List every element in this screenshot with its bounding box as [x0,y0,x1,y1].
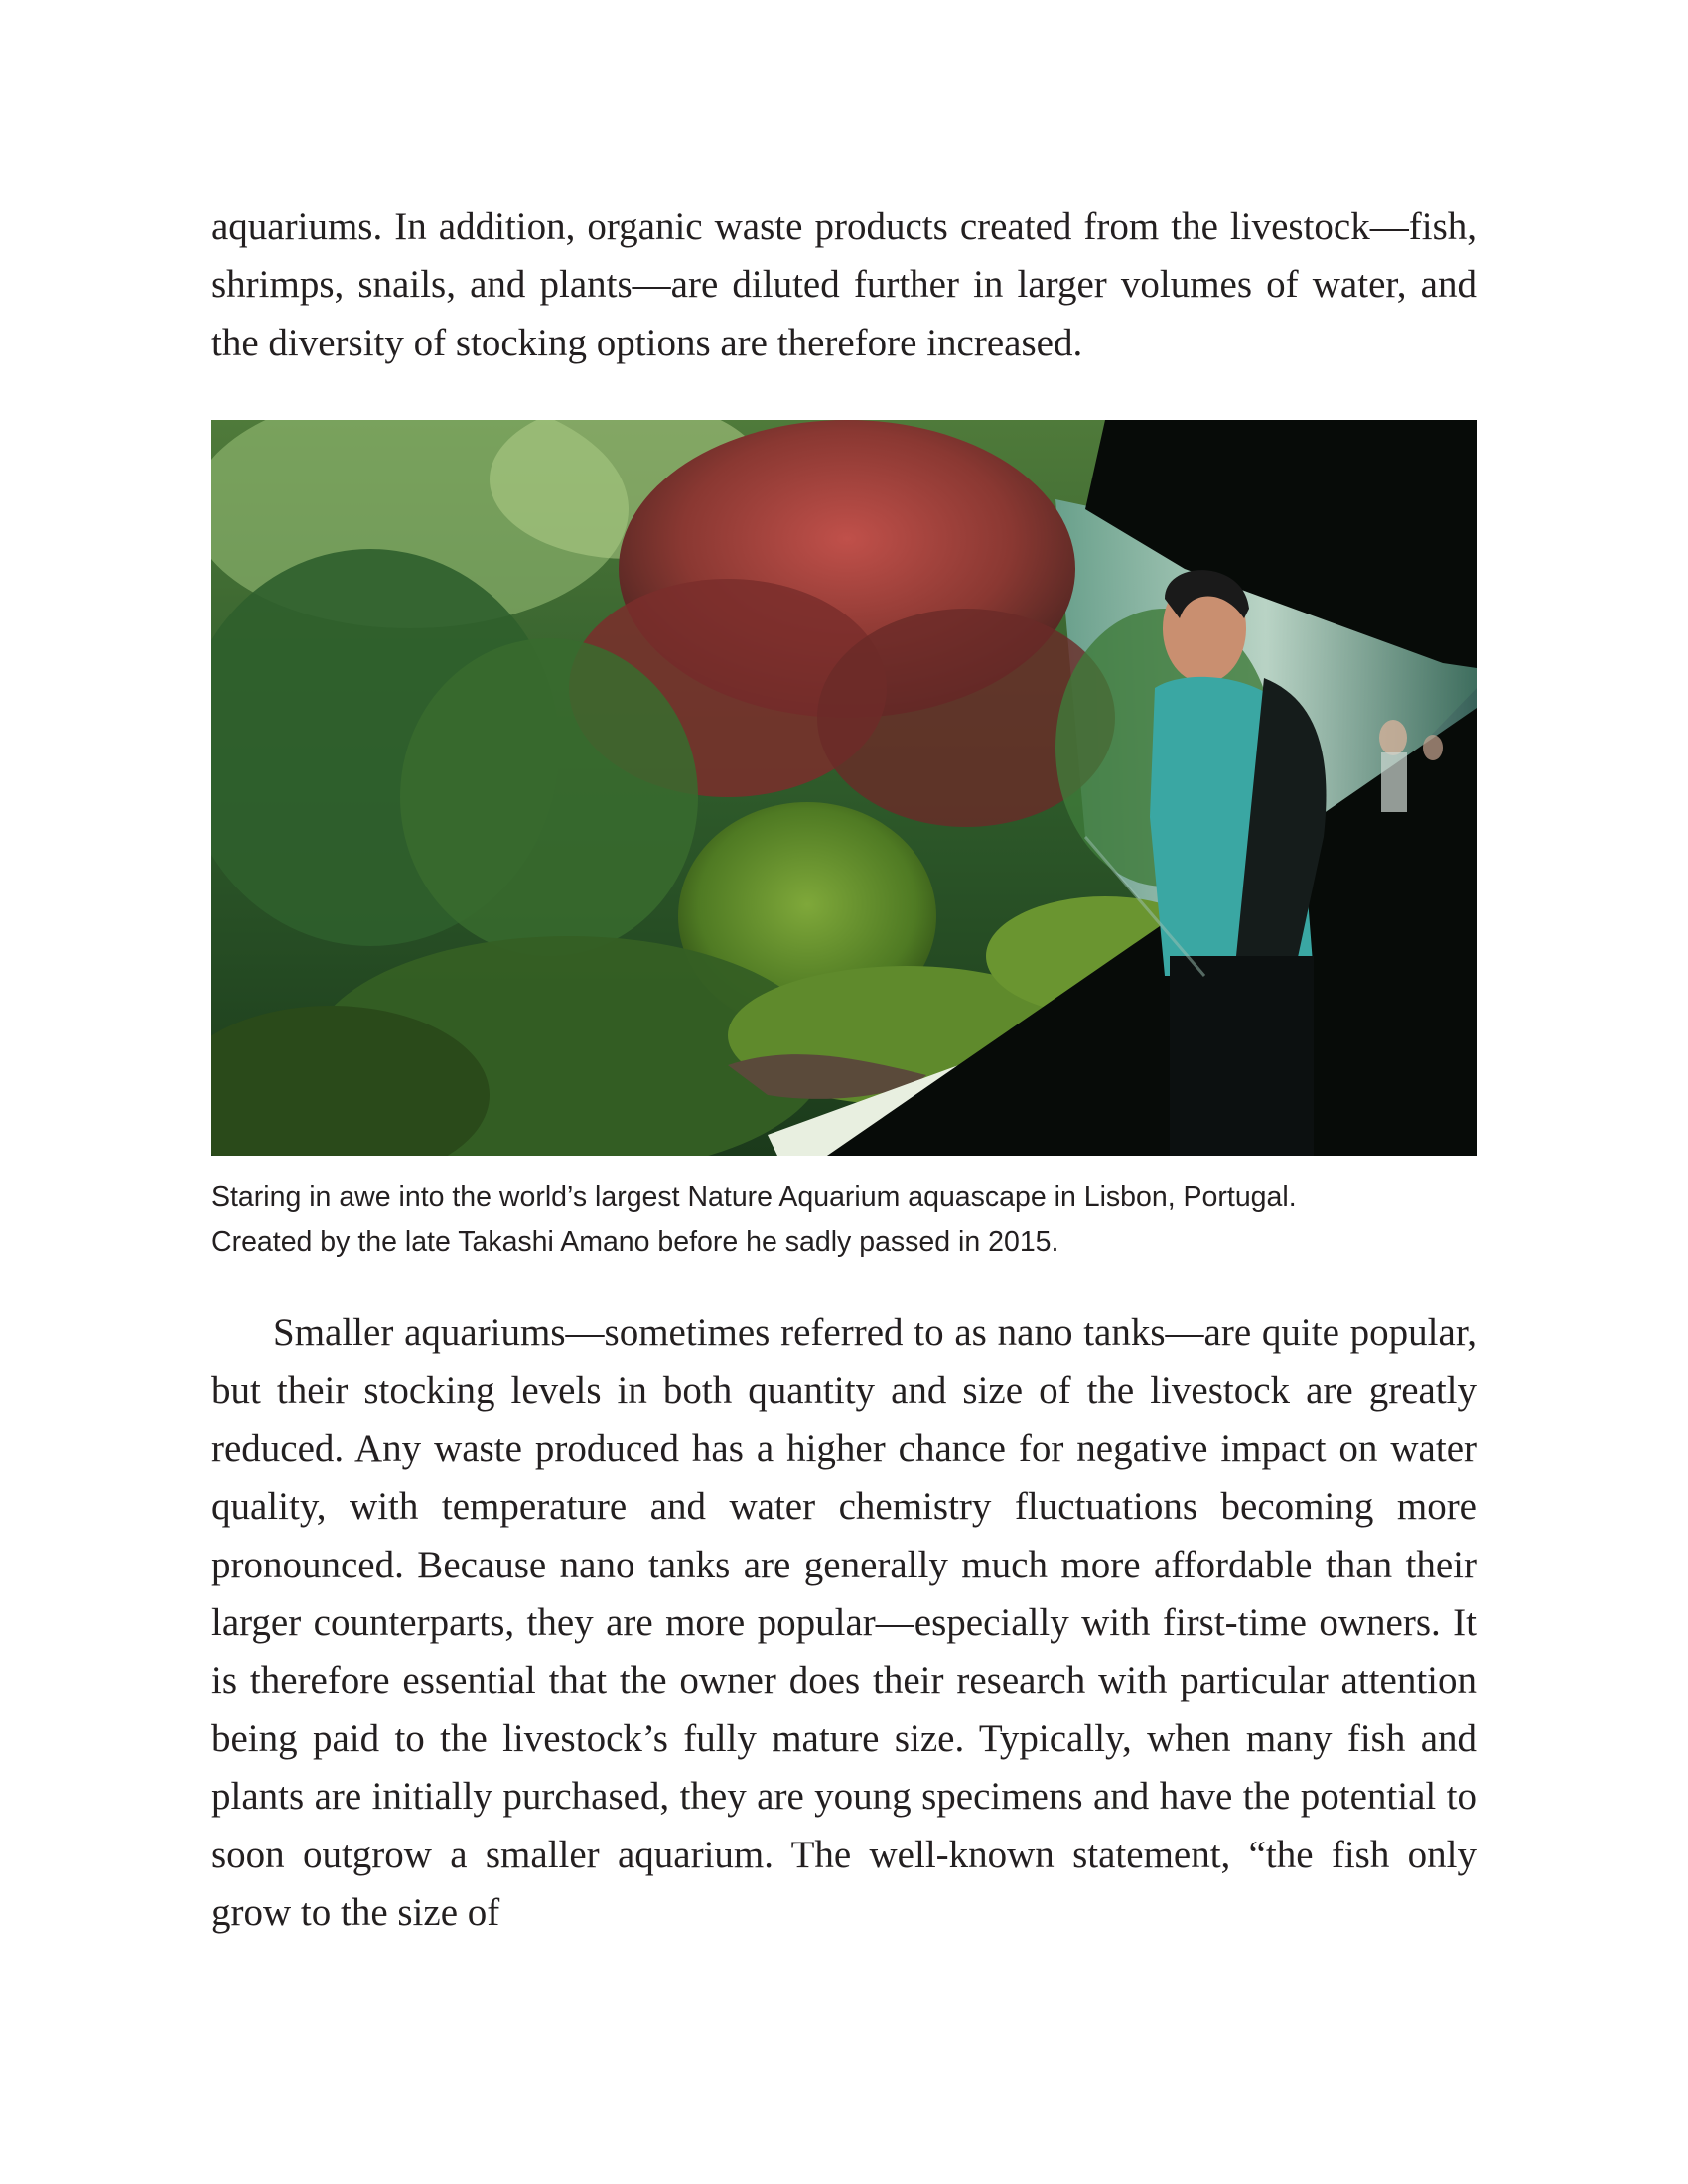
aquarium-photo [211,420,1477,1156]
body-paragraph-2: Smaller aquariums—sometimes referred to as nano tanks—are quite popular, but their stocking levels in both quantity and size of the livestock are greatly reduced. Any waste produced has a higher chance for negative impact on water quality, with temperature and water chemistry fluctuations becoming more pronounced. Because nano tanks are generally much more affordable than their larger counterparts, they are more popular—especially with first-time owners. It is therefore essential that the owner does their research with particular attention being paid to the livestock’s fully mature size. Typically, when many fish and plants are initially purchased, they are young specimens and have the potential to soon outgrow a smaller aquarium. The well-known statement, “the fish only grow to the size of [211,1311,1477,1935]
body-paragraph-1: aquariums. In addition, organic waste products created from the livestock—fish, shrimps, snails, and plants—are diluted further in larger volumes of water, and the diversity of stocking options are therefore increased. [211,205,1477,364]
figure-caption [211,1175,1477,1265]
caption-line-2: Created by the late Takashi Amano before he sadly passed in 2015. [211,1226,1059,1258]
caption-line-1: Staring in awe into the world’s largest Nature Aquarium aquascape in Lisbon, Portugal. [211,1181,1297,1213]
